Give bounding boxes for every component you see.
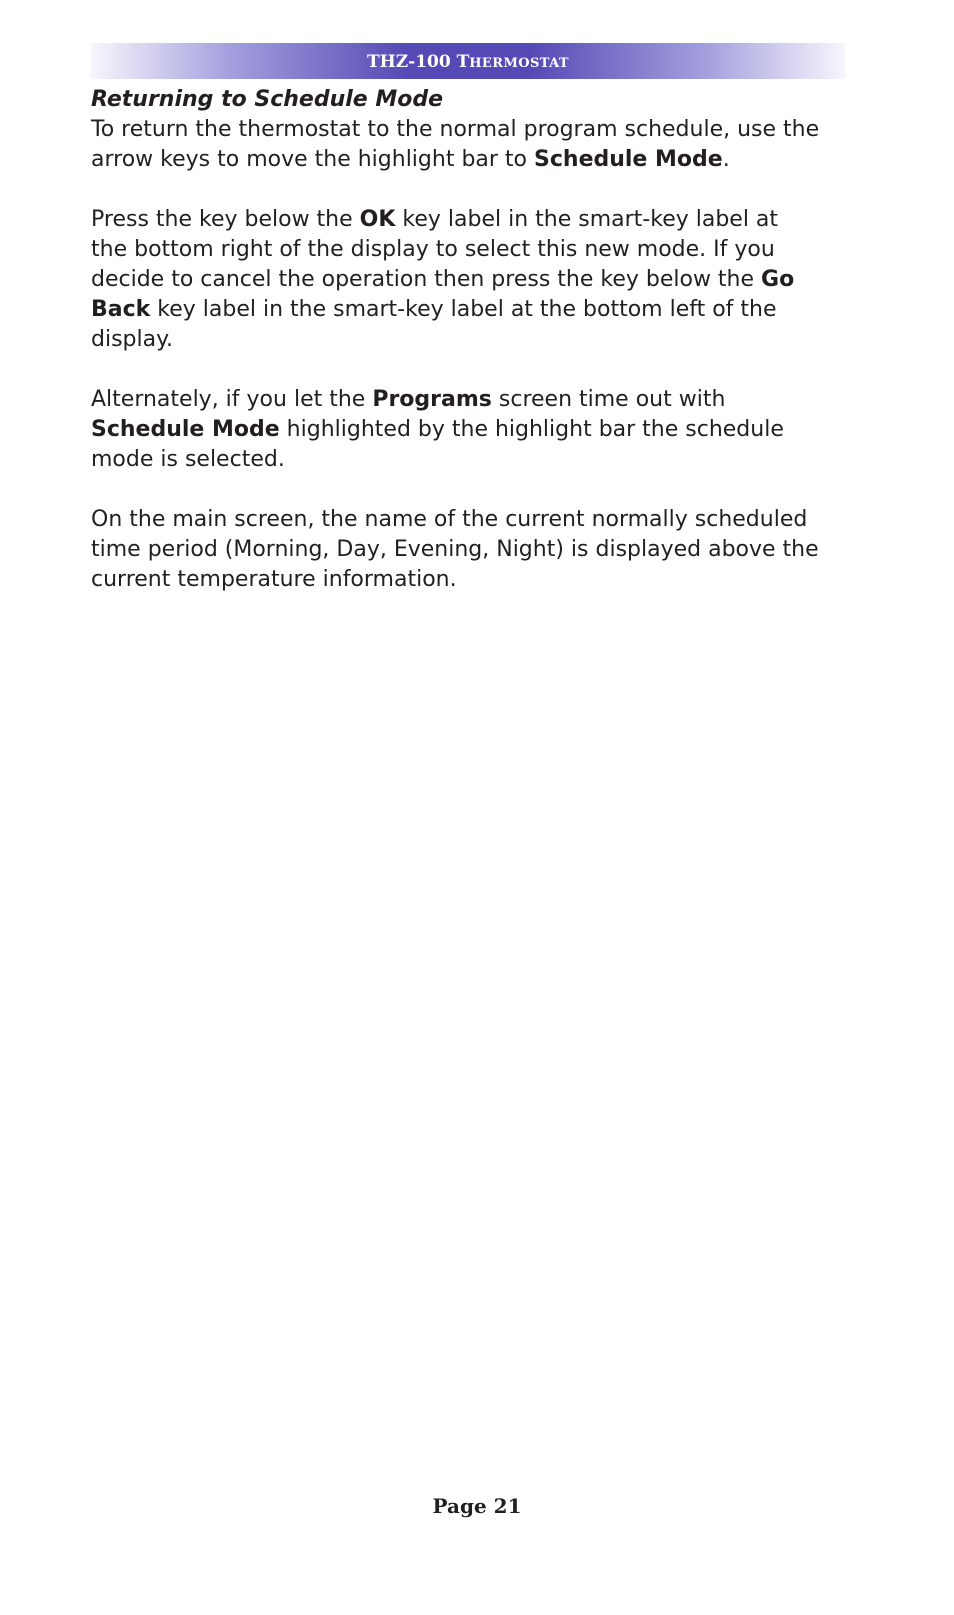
text: To return the thermostat to the normal program schedule, use the arrow keys to move the highlight bar to [91,117,820,172]
document-title [91,43,845,79]
bold-term: Schedule Mode [91,417,280,442]
text: . [722,147,730,172]
paragraph-return-instructions [91,115,821,175]
text: Press the key below the [91,207,360,232]
text: key label in the smart-key label at the bottom right of the display to select this new mode. If you decide to cancel the operation then press the key below the [91,207,779,292]
text: screen time out with [491,387,726,412]
title-smallcaps: HERMOSTAT [469,56,569,71]
page-number: Page 21 [432,1494,522,1518]
bold-term: Go Back [91,267,795,322]
paragraph-timeout [91,385,821,475]
paragraph-main-screen [91,505,821,595]
text: highlighted by the highlight bar the schedule mode is selected. [91,417,784,472]
title-main: THZ-100 T [367,52,470,72]
text: key label in the smart-key label at the bottom left of the display. [91,297,777,352]
page-content [91,85,821,625]
text: Alternately, if you let the [91,387,373,412]
bold-term: OK [359,207,396,232]
bold-term: Schedule Mode [534,147,723,172]
bold-term: Programs [372,387,492,412]
section-heading: Returning to Schedule Mode [91,87,444,112]
text: On the main screen, the name of the current normally scheduled time period (Morning, Day, Evening, Night) is displayed above the current temperature information. [91,507,819,592]
paragraph-ok-goback [91,205,821,355]
header-band [91,43,845,79]
